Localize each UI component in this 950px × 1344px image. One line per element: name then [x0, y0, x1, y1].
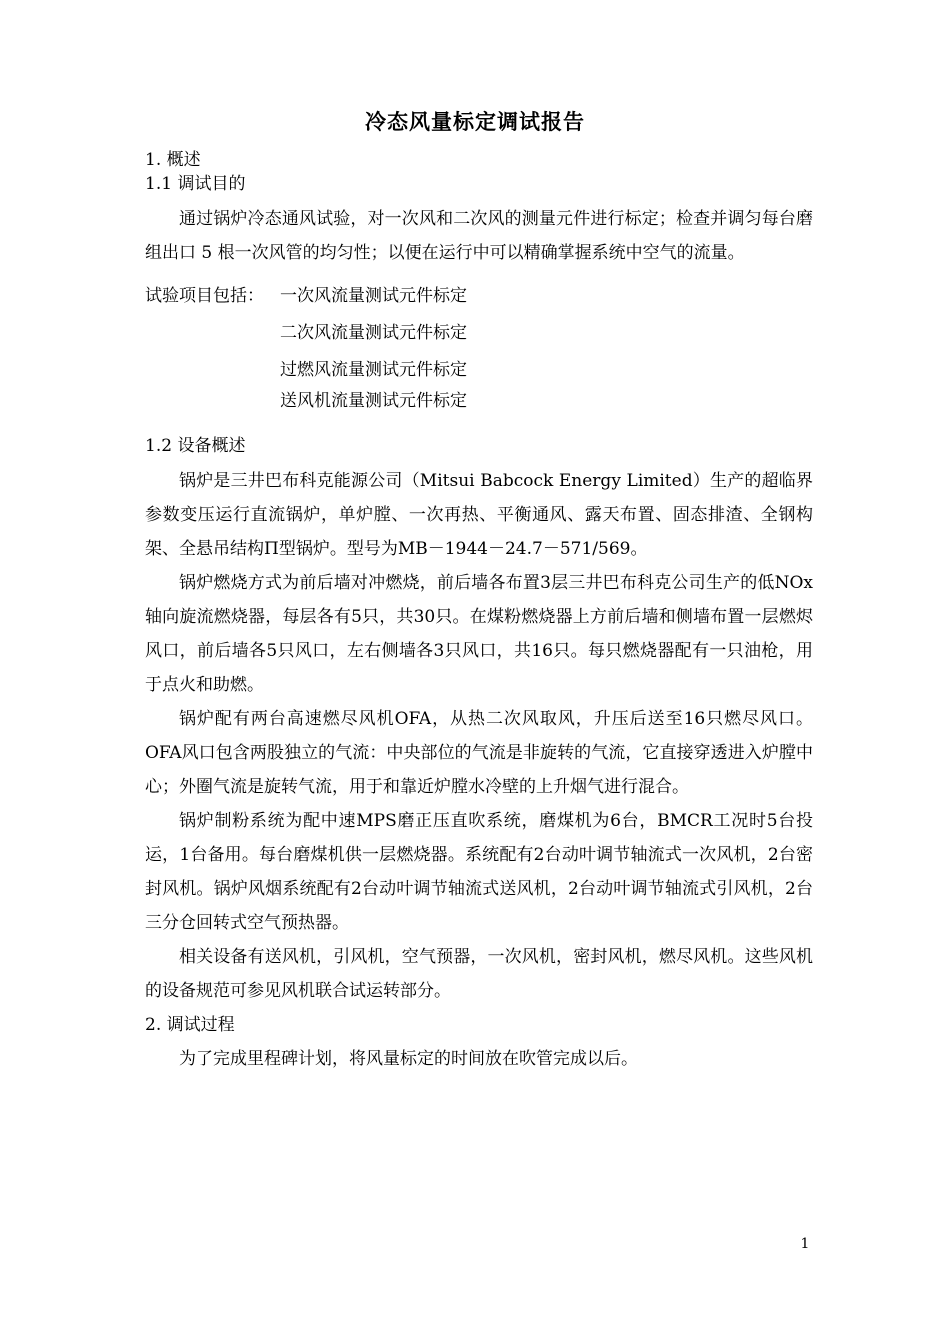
test-item-text: 送风机流量测试元件标定 [280, 391, 467, 411]
page-number: 1 [800, 1236, 810, 1252]
section-1-heading: 1. 概述 [145, 150, 201, 170]
test-item [145, 352, 813, 389]
equipment-paragraph: 锅炉是三井巴布科克能源公司（Mitsui Babcock Energy Limited）生产的超临界参数变压运行直流锅炉，单炉膛、一次再热、平衡通风、露天布置、固态排渣、全钢构架、全悬吊结构Π型锅炉。型号为MB－1944－24.7－571/569。 [145, 471, 813, 559]
test-item [145, 315, 813, 352]
test-item-text: 一次风流量测试元件标定 [280, 286, 467, 306]
document-body [145, 148, 813, 1076]
page-title: 冷态风量标定调试报告 [365, 109, 585, 134]
test-item [145, 278, 813, 315]
test-items-label: 试验项目包括： [145, 286, 264, 306]
equipment-paragraph: 锅炉燃烧方式为前后墙对冲燃烧，前后墙各布置3层三井巴布科克公司生产的低NOx轴向旋流燃烧器，每层各有5只，共30只。在煤粉燃烧器上方前后墙和侧墙布置一层燃烬风口，前后墙各5只风口，左右侧墙各3只风口，共16只。每只燃烧器配有一只油枪，用于点火和助燃。 [145, 573, 813, 695]
process-paragraph: 为了完成里程碑计划，将风量标定的时间放在吹管完成以后。 [179, 1049, 638, 1069]
equipment-paragraph: 锅炉配有两台高速燃尽风机OFA，从热二次风取风，升压后送至16只燃尽风口。OFA风口包含两股独立的气流：中央部位的气流是非旋转的气流，它直接穿透进入炉膛中心；外圈气流是旋转气流，用于和靠近炉膛水冷壁的上升烟气进行混合。 [145, 709, 813, 797]
test-item-text: 过燃风流量测试元件标定 [280, 360, 467, 380]
section-2-heading: 2. 调试过程 [145, 1015, 235, 1035]
test-item [145, 389, 813, 414]
test-items-list [145, 278, 813, 414]
purpose-paragraph: 通过锅炉冷态通风试验，对一次风和二次风的测量元件进行标定；检查并调匀每台磨组出口 5 根一次风管的均匀性；以便在运行中可以精确掌握系统中空气的流量。 [145, 209, 813, 263]
test-item-text: 二次风流量测试元件标定 [280, 323, 467, 343]
section-1-1-heading: 1.1 调试目的 [145, 174, 246, 194]
section-1-2-heading: 1.2 设备概述 [145, 436, 246, 456]
equipment-paragraph: 相关设备有送风机，引风机，空气预器，一次风机，密封风机，燃尽风机。这些风机的设备规范可参见风机联合试运转部分。 [145, 947, 813, 1001]
equipment-paragraph: 锅炉制粉系统为配中速MPS磨正压直吹系统，磨煤机为6台，BMCR工况时5台投运，1台备用。每台磨煤机供一层燃烧器。系统配有2台动叶调节轴流式一次风机，2台密封风机。锅炉风烟系统配有2台动叶调节轴流式送风机，2台动叶调节轴流式引风机，2台三分仓回转式空气预热器。 [145, 811, 813, 933]
